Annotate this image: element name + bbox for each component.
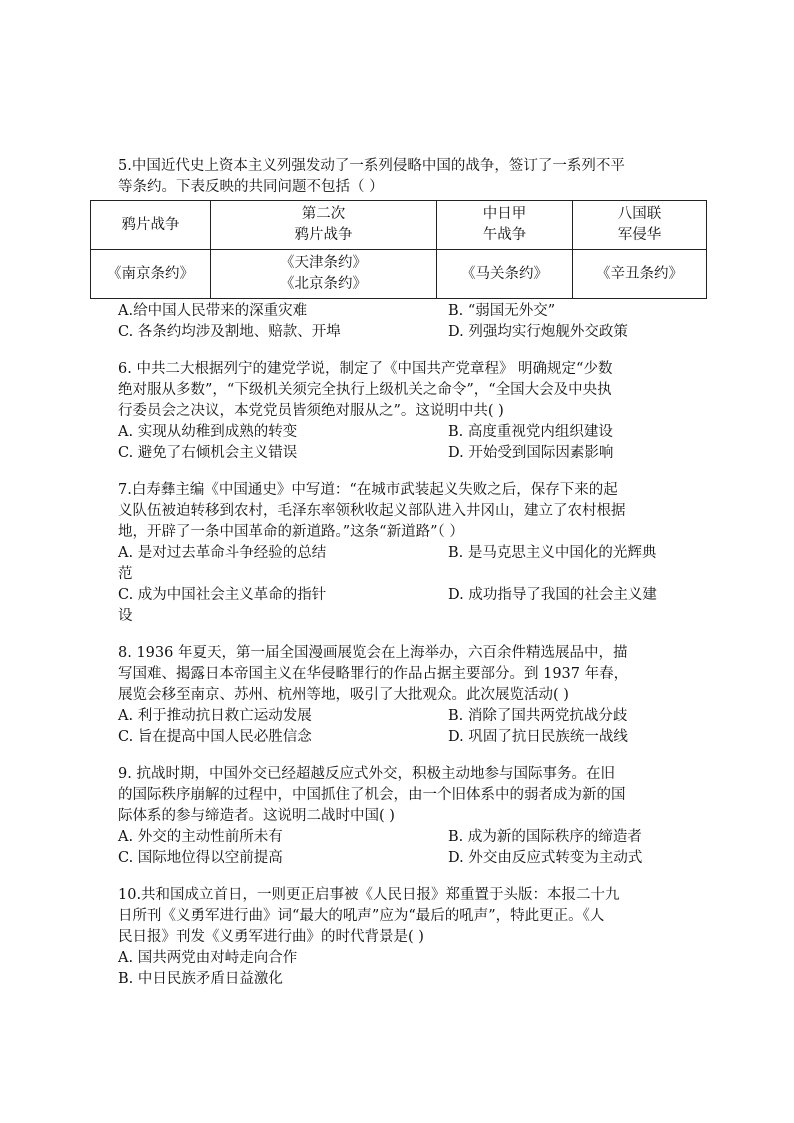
question-10 xyxy=(118,885,706,990)
question-stem-line: 行委员会之决议，本党党员皆须绝对服从之”。这说明中共( ) xyxy=(118,403,504,419)
table-cell xyxy=(91,201,211,250)
question-stem-line: 民日报》刊发《义勇军进行曲》的时代背景是( ) xyxy=(118,929,424,945)
question-stem-line: 7.白寿彝主编《中国通史》中写道：“在城市武装起义失败之后，保存下来的起 xyxy=(118,482,618,498)
option-b[interactable]: B. 中日民族矛盾日益激化 xyxy=(118,971,283,987)
options xyxy=(118,301,706,343)
table-cell xyxy=(437,201,573,250)
question-9 xyxy=(118,764,706,869)
option-d[interactable]: D. 外交由反应式转变为主动式 xyxy=(448,850,643,866)
cell-text: 《南京条约》 xyxy=(107,265,194,282)
cell-text: 八国联 xyxy=(617,206,662,222)
question-stem-line: 写国难、揭露日本帝国主义在华侵略罪行的作品占据主要部分。到 1937 年春， xyxy=(118,666,629,682)
question-stem-line: 9. 抗战时期，中国外交已经超越反应式外交，积极主动地参与国际事务。在旧 xyxy=(118,766,615,782)
option-a[interactable]: A. 国共两党由对峙走向合作 xyxy=(118,950,298,966)
option-d[interactable]: D. 成功指导了我国的社会主义建 xyxy=(448,587,657,603)
cell-text: 鸦片战争 xyxy=(121,216,180,233)
question-stem-line: 日所刊《义勇军进行曲》词“最大的吼声”应为“最后的吼声”，特此更正。《人 xyxy=(118,908,605,924)
question-6 xyxy=(118,359,706,464)
options xyxy=(118,422,706,464)
option-d[interactable]: D. 巩固了抗日民族统一战线 xyxy=(448,729,628,745)
option-c[interactable]: C. 国际地位得以空前提高 xyxy=(118,850,283,866)
cell-text: 《天津条约》 xyxy=(280,255,367,271)
question-stem-line: 义队伍被迫转移到农村，毛泽东率领秋收起义部队进入井冈山，建立了农村根据 xyxy=(118,503,626,519)
option-d[interactable]: D. 列强均实行炮舰外交政策 xyxy=(448,324,628,340)
cell-text: 中日甲 xyxy=(482,206,527,222)
option-b[interactable]: B. “弱国无外交” xyxy=(448,303,556,319)
table-row xyxy=(91,250,707,299)
table-cell xyxy=(91,250,211,299)
question-5 xyxy=(107,156,706,343)
cell-text: 《北京条约》 xyxy=(280,276,367,292)
table-cell xyxy=(573,201,707,250)
option-spacer xyxy=(448,606,706,627)
question-stem-line: 5.中国近代史上资本主义列强发动了一系列侵略中国的战争，签订了一系列不平 xyxy=(118,158,625,174)
option-d-continuation: 设 xyxy=(118,608,133,624)
option-c[interactable]: C. 各条约均涉及割地、赔款、开埠 xyxy=(118,324,341,340)
cell-text: 《辛丑条约》 xyxy=(596,265,683,282)
option-d[interactable]: D. 开始受到国际因素影响 xyxy=(448,445,614,461)
cell-text: 《马关条约》 xyxy=(461,265,548,282)
options xyxy=(118,948,706,990)
question-7 xyxy=(118,480,706,627)
options xyxy=(118,827,706,869)
options xyxy=(118,543,706,627)
question-stem-line: 地，开辟了一条中国革命的新道路。”这条“新道路”（ ） xyxy=(118,524,464,540)
question-stem-line: 等条约。下表反映的共同问题不包括（ ） xyxy=(118,179,384,195)
table-row xyxy=(91,201,707,250)
table-cell xyxy=(573,250,707,299)
option-c[interactable]: C. 避免了右倾机会主义错误 xyxy=(118,445,298,461)
question-stem-line: 10.共和国成立首日，一则更正启事被《人民日报》郑重置于头版：本报二十九 xyxy=(118,887,620,903)
question-stem-line: 8. 1936 年夏天，第一届全国漫画展览会在上海举办，六百余件精选展品中，描 xyxy=(118,645,628,661)
option-a[interactable]: A. 外交的主动性前所未有 xyxy=(118,829,283,845)
table-cell xyxy=(437,250,573,299)
question-stem-line: 6. 中共二大根据列宁的建党学说，制定了《中国共产党章程》 明确规定“少数 xyxy=(118,361,613,377)
option-a[interactable]: A. 实现从幼稚到成熟的转变 xyxy=(118,424,298,440)
option-spacer xyxy=(448,564,706,585)
option-a[interactable]: A. 是对过去革命斗争经验的总结 xyxy=(118,545,327,561)
option-b[interactable]: B. 高度重视党内组织建设 xyxy=(448,424,613,440)
option-b-continuation: 范 xyxy=(118,566,133,582)
question-8 xyxy=(118,643,706,748)
option-b[interactable]: B. 是马克思主义中国化的光辉典 xyxy=(448,545,657,561)
question-stem-line: 的国际秩序崩解的过程中，中国抓住了机会，由一个旧体系中的弱者成为新的国 xyxy=(118,787,626,803)
cell-text: 鸦片战争 xyxy=(294,227,353,243)
table-cell xyxy=(211,250,437,299)
table-cell xyxy=(211,201,437,250)
option-c[interactable]: C. 成为中国社会主义革命的指针 xyxy=(118,587,327,603)
option-a[interactable]: A.给中国人民带来的深重灾难 xyxy=(118,303,308,319)
question-stem-line: 际体系的参与缔造者。这说明二战时中国( ) xyxy=(118,808,395,824)
option-a[interactable]: A. 利于推动抗日救亡运动发展 xyxy=(118,708,312,724)
options xyxy=(118,706,706,748)
question-stem-line: 绝对服从多数”，“下级机关须完全执行上级机关之命令”，“全国大会及中央执 xyxy=(118,382,612,398)
exam-page xyxy=(107,156,706,1006)
option-b[interactable]: B. 消除了国共两党抗战分歧 xyxy=(448,708,628,724)
cell-text: 午战争 xyxy=(482,227,527,243)
option-b[interactable]: B. 成为新的国际秩序的缔造者 xyxy=(448,829,642,845)
option-c[interactable]: C. 旨在提高中国人民必胜信念 xyxy=(118,729,312,745)
treaty-table xyxy=(90,200,707,299)
question-stem-line: 展览会移至南京、苏州、杭州等地，吸引了大批观众。此次展览活动( ) xyxy=(118,687,569,703)
cell-text: 军侵华 xyxy=(617,227,662,243)
cell-text: 第二次 xyxy=(301,206,346,222)
